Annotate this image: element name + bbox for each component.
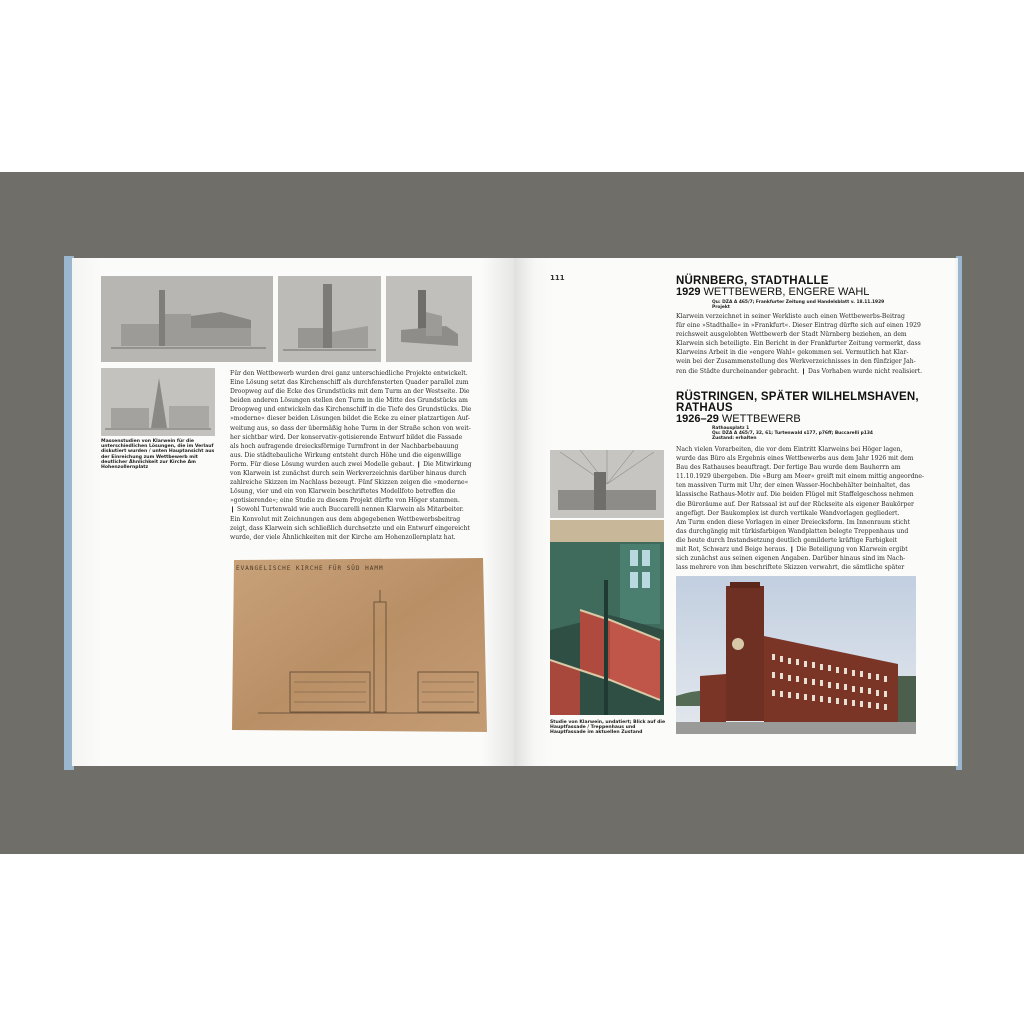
sketch-image-2 — [278, 276, 381, 362]
open-book — [64, 256, 962, 770]
rathaus-photo — [676, 576, 916, 734]
left-page — [72, 258, 514, 766]
sketch-image-4 — [101, 368, 215, 436]
section2-body: Nach vielen Vorarbeiten, die vor dem Eintritt Klarweins bei Höger lagen, wurde das Büro als Ergebnis eines Wettbewerbs aus dem Jahr 1926 mit dem Bau des Rathauses beauftragt. Der fertige Bau wurde dem Bauherrn am 11.10.1929 übergeben. Die »Burg am Meer« greift mit einem mittig angeordne- ten massiven Turm mit Uhr, der einen Wasser-Hochbehälter beinhaltet, das klassische Rathaus-Motiv auf. Die beiden Flügel mit Staffelgeschoss nehmen die Büroräume auf. Der Ratssaal ist auf der Rückseite als eigener Baukörper angefügt. Der Baukomplex ist durch vertikale Wandvorlagen gegliedert. Am Turm enden diese Vorlagen in einer Dreiecksform. Im Innenraum sticht das durchgängig mit türkisfarbigen Wandplatten belegte Treppenhaus und die heute durch Instandsetzung deutlich gemilderte kräftige Farbigkeit mit Rot, Schwarz und Beige heraus. ❙ Die Beteiligung von Klarwein ergibt sich zunächst aus seinen eigenen Angaben. Darüber hinaus sind im Nach- lass mehrere von ihm beschriftete Skizzen verwahrt, die sämtliche später — [676, 446, 925, 572]
rathaus-sketch-image — [550, 450, 664, 518]
sketch-image-1 — [101, 276, 273, 362]
competition-drawing — [228, 556, 489, 734]
section2-year-line — [676, 414, 801, 425]
sketch-image-3 — [386, 276, 472, 362]
stairwell-photo — [550, 520, 664, 715]
section1-title: NÜRNBERG, STADTHALLE — [676, 275, 829, 287]
drawing-title: EVANGELISCHE KIRCHE FÜR SÜD HAMM — [236, 565, 384, 572]
section1-body: Klarwein verzeichnet in seiner Werkliste auch einen Wettbewerbs-Beitrag für eine »Stadthalle« in »Frankfurt«. Dieser Eintrag dürfte sich auf einen 1929 reichsweit ausgelobten Wettbewerb der Stadt Nürnberg beziehen, an dem Klarwein sich beteiligte. Ein Bericht in der Frankfurter Zeitung vermerkt, dass Klarweins Arbeit in die »engere Wahl« gekommen sei. Vermutlich hat Klar- wein bei der Zusammenstellung des Werkverzeichnisses in den fünfziger Jah- ren die Städte durcheinander gebracht. ❙ Das Vorhaben wurde nicht realisiert. — [676, 313, 923, 375]
section2-title-line1: RÜSTRINGEN, SPÄTER WILHELMSHAVEN, — [676, 391, 919, 403]
section2-meta: Rathausplatz 1 Qu: DZA A 465/7, 32, 61; Turtenwald s177, p76ff; Buccarelli p134 Zustand: erhalten — [712, 426, 873, 441]
section2-year: 1926–29 — [676, 413, 719, 425]
page-number: 111 — [550, 274, 565, 282]
section2-title-line2: RATHAUS — [676, 402, 733, 414]
section2-subtitle: WETTBEWERB — [721, 413, 801, 425]
section1-year-line — [676, 287, 869, 298]
sketch-caption: Massenstudien von Klarwein für die unterschiedlichen Lösungen, die im Verlauf diskutiert wurden / unten Hauptansicht aus der Einreichung zum Wettbewerb mit deutlicher Ähnlichkeit zur Kirche Am Hohenzollernplatz — [101, 439, 215, 471]
right-page — [514, 258, 958, 766]
stairwell-caption: Studie von Klarwein, undatiert; Blick auf die Hauptfassade / Treppenhaus und Hauptfassade im aktuellen Zustand — [550, 720, 666, 736]
section1-year: 1929 — [676, 286, 701, 298]
section1-meta: Qu: DZA A 465/7; Frankfurter Zeitung und Handelsblatt v. 18.11.1929 Projekt — [712, 300, 885, 310]
section1-subtitle: WETTBEWERB, ENGERE WAHL — [703, 286, 870, 298]
left-body-text: Für den Wettbewerb wurden drei ganz unterschiedliche Projekte entwickelt. Eine Lösung setzt das Kirchenschiff als durchfensterten Quader parallel zum Droopweg auf die Ecke des Grundstücks mit dem Turm an der Westseite. Die beiden anderen Lösungen stellen den Turm in die Mitte des Grundstücks am Droopweg und entwickeln das Kirchenschiff in die Tiefe des Grundstücks. Die »moderne« dieser beiden Lösungen bildet die Ecke zu einer platzartigen Auf- weitung aus, so dass der übermäßig hohe Turm in der Straße schon von weit- her sichtbar wird. Der konservativ-gotisierende Entwurf bildet die Fassade als hoch aufragende dreiecksförmige Turmfront in der Nachbarbebauung aus. Die städtebauliche Wirkung entsteht durch Höhe und die eigenwillige Form. Für diese Lösung wurden auch zwei Modelle gebaut. ❙ Die Mitwirkung von Klarwein ist zunächst durch sein Werkverzeichnis darüber hinaus durch zahlreiche Skizzen im Nachlass bezeugt. Fünf Skizzen zeigen die »moderne« Lösung, vier und ein von Klarwein beschriftetes Modellfoto betreffen die »gotisierende«; eine Studie zu diesem Projekt dürfte von Höger stammen. ❙ Sowohl Turtenwald wie auch Buccarelli nennen Klarwein als Mitarbeiter. Ein Konvolut mit Zeichnungen aus dem abgegebenen Wettbewerbsbeitrag zeigt, dass Klarwein sich schließlich durchsetzte und ein Entwurf eingereicht wurde, der viele Ähnlichkeiten mit der Kirche am Hohenzollernplatz hat. — [230, 370, 472, 541]
